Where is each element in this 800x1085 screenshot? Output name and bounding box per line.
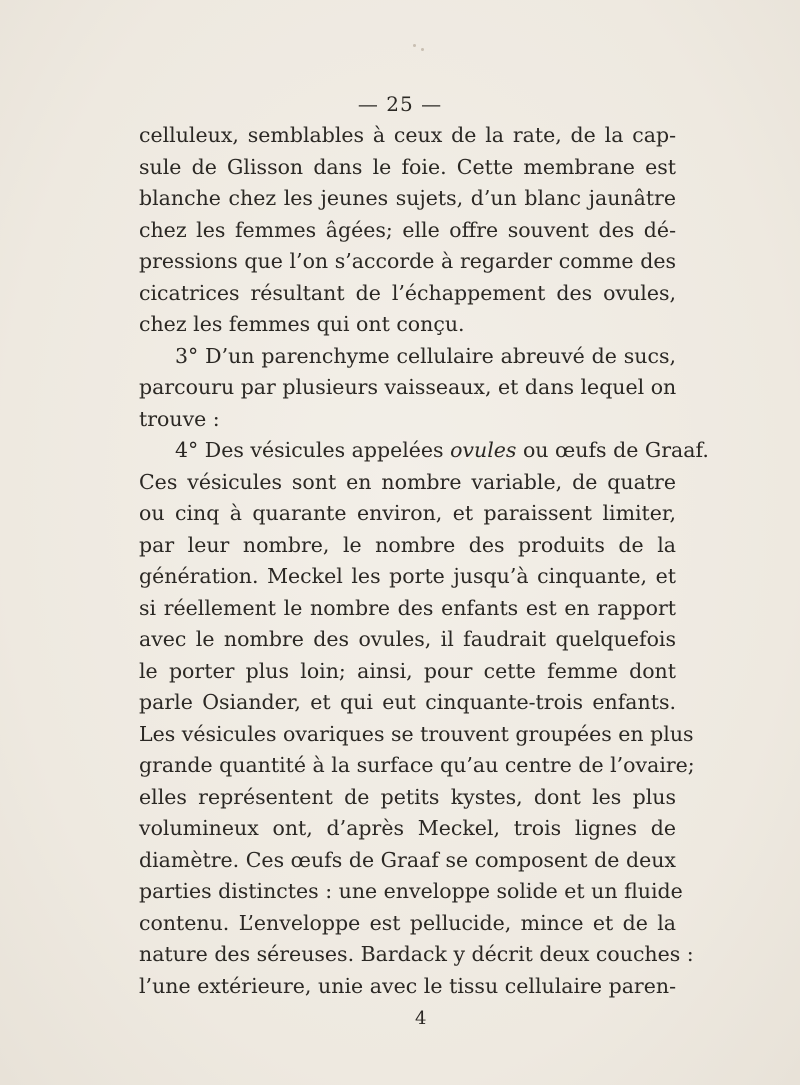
text-line: chez les femmes qui ont conçu. bbox=[139, 312, 465, 336]
text-line: le porter plus loin; ainsi, pour cette femme dont bbox=[139, 658, 676, 683]
text-line: avec le nombre des ovules, il faudrait quelquefois bbox=[139, 627, 676, 651]
text-line: par leur nombre, le nombre des produits de la bbox=[139, 532, 676, 557]
text-line: 3° D’un parenchyme cellulaire abreuvé de sucs, bbox=[175, 343, 676, 368]
text-segment: 4° Des vésicules appelées bbox=[175, 438, 451, 462]
text-line: parties distinctes : une enveloppe solide et un fluide bbox=[139, 879, 683, 903]
paper-speck bbox=[413, 44, 416, 47]
text-line: celluleux, semblables à ceux de la rate, de la cap- bbox=[139, 123, 676, 147]
paper-speck bbox=[421, 48, 424, 51]
text-line: ou cinq à quarante environ, et paraissent limiter, bbox=[139, 501, 676, 525]
italic-term: ovules bbox=[450, 438, 517, 462]
text-line: elles représentent de petits kystes, dont les plus bbox=[139, 784, 676, 809]
text-line: si réellement le nombre des enfants est en rapport bbox=[139, 595, 676, 620]
text-line: Ces vésicules sont en nombre variable, de quatre bbox=[139, 469, 676, 494]
text-line: volumineux ont, d’après Meckel, trois lignes de bbox=[139, 816, 676, 840]
text-line: pressions que l’on s’accorde à regarder comme des bbox=[139, 249, 676, 273]
text-line: trouve : bbox=[139, 406, 220, 431]
text-line: parcouru par plusieurs vaisseaux, et dans lequel on bbox=[139, 375, 677, 399]
text-line: blanche chez les jeunes sujets, d’un blanc jaunâtre bbox=[139, 186, 676, 210]
text-line: cicatrices résultant de l’échappement des ovules, bbox=[139, 280, 676, 305]
text-line: l’une extérieure, unie avec le tissu cellulaire paren- bbox=[139, 973, 676, 998]
text-line: nature des séreuses. Bardack y décrit deux couches : bbox=[139, 942, 694, 966]
text-line: diamètre. Ces œufs de Graaf se composent de deux bbox=[139, 847, 676, 872]
text-line bbox=[139, 435, 709, 467]
text-line: chez les femmes âgées; elle offre souvent des dé- bbox=[139, 217, 676, 242]
text-line: Les vésicules ovariques se trouvent groupées en plus bbox=[139, 721, 694, 746]
page-number-header: — 25 — bbox=[357, 92, 443, 116]
text-line: génération. Meckel les porte jusqu’à cinquante, et bbox=[139, 564, 676, 588]
text-line: sule de Glisson dans le foie. Cette membrane est bbox=[139, 154, 676, 179]
text-line: contenu. L’enveloppe est pellucide, mince et de la bbox=[139, 910, 676, 935]
text-line: grande quantité à la surface qu’au centre de l’ovaire; bbox=[139, 753, 695, 777]
text-line: parle Osiander, et qui eut cinquante-trois enfants. bbox=[139, 690, 676, 714]
text-segment: ou œufs de Graaf. bbox=[516, 438, 709, 462]
body-text bbox=[139, 120, 709, 1002]
signature-mark: 4 bbox=[415, 1008, 427, 1029]
